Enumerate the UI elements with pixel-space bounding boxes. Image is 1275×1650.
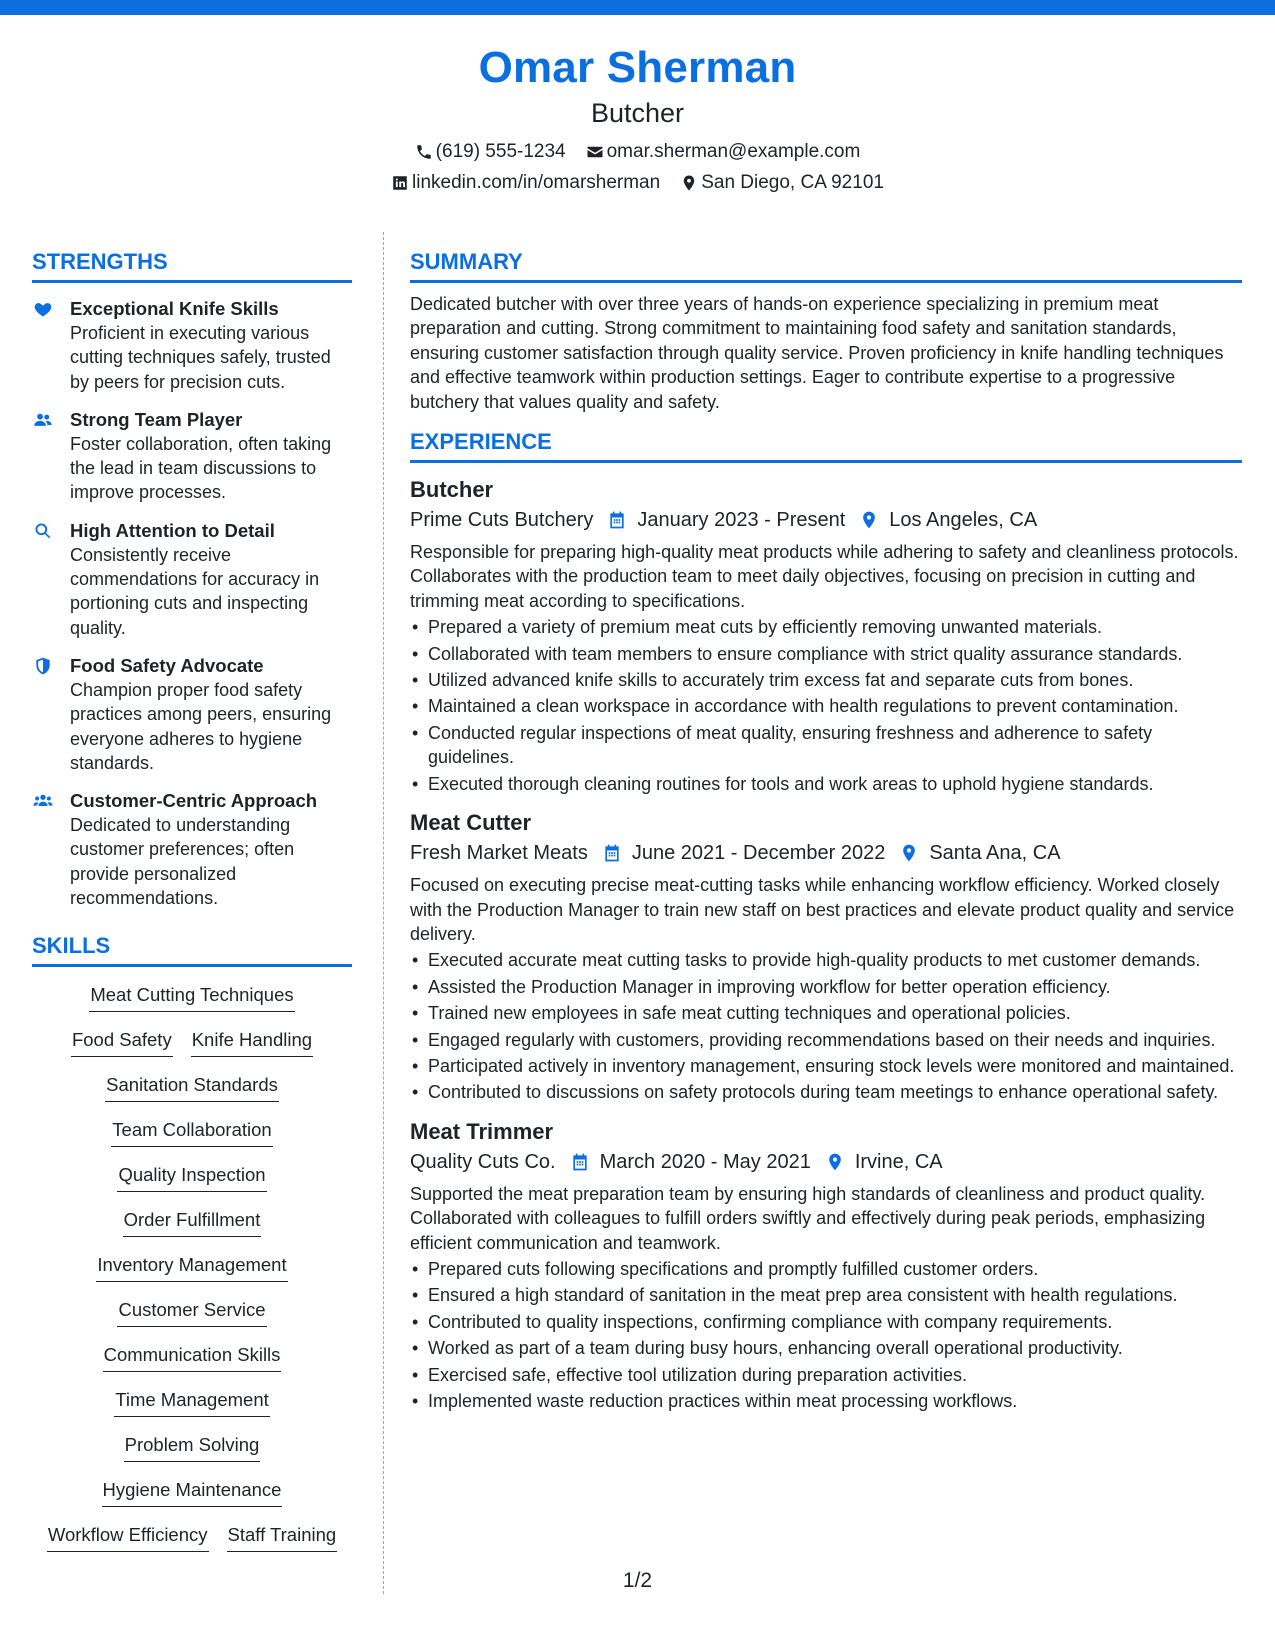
strength-desc: Champion proper food safety practices among peers, ensuring everyone adheres to hygiene standards. xyxy=(70,679,332,773)
strength-item xyxy=(32,654,352,775)
email-contact[interactable] xyxy=(586,140,861,164)
linkedin-contact[interactable] xyxy=(391,171,660,195)
envelope-icon xyxy=(586,143,604,161)
job-description: Responsible for preparing high-quality meat products while adhering to safety and cleanliness protocols. Collaborates with the production team to meet daily objectives, focusing on precision in cutting and trimming meat according to specifications. xyxy=(410,542,1239,611)
contact-row xyxy=(0,140,1275,164)
strengths-heading: STRENGTHS xyxy=(32,248,352,283)
job-description: Supported the meat preparation team by ensuring high standards of cleanliness and product quality. Collaborated with colleagues to fulfill orders swiftly and effectively during peak periods, emphasizing efficient communication and teamwork. xyxy=(410,1183,1206,1253)
bullet-item: • Prepared cuts following specifications and promptly fulfilled customer orders. xyxy=(410,1257,1242,1281)
calendar-icon xyxy=(607,510,627,530)
summary-text: Dedicated butcher with over three years of hands-on experience specializing in premium meat preparation and cutting. Strong commitment to maintaining food safety and sanitation standards, ensuring customer satisfaction through quality service. Proven proficiency in knife handling techniques and effective teamwork within production settings. Eager to contribute expertise to a progressive butchery that values quality and safety. xyxy=(410,294,1224,412)
job-dates: June 2021 - December 2022 xyxy=(631,842,886,865)
job-entry xyxy=(410,1117,1242,1414)
linkedin-text: linkedin.com/in/omarsherman xyxy=(412,172,661,193)
shield-icon xyxy=(32,656,54,676)
strength-title: Customer-Centric Approach xyxy=(70,790,318,812)
users-icon xyxy=(32,410,54,430)
bullet-item: • Utilized advanced knife skills to accurately trim excess fat and separate cuts from bones. xyxy=(410,668,1242,692)
skill-tag: Customer Service xyxy=(117,1298,266,1327)
bullet-item: • Exercised safe, effective tool utilization during preparation activities. xyxy=(410,1363,1242,1387)
skill-tag: Quality Inspection xyxy=(117,1163,266,1192)
map-pin-icon xyxy=(825,1152,845,1172)
skill-tag: Hygiene Maintenance xyxy=(102,1478,283,1507)
skill-tag: Time Management xyxy=(114,1388,270,1417)
job-location: Santa Ana, CA xyxy=(929,842,1061,865)
job-bullets xyxy=(410,948,1242,1104)
bullet-item: • Ensured a high standard of sanitation in the meat prep area consistent with health regulations. xyxy=(410,1283,1242,1307)
strength-desc: Consistently receive commendations for accuracy in portioning cuts and inspecting quality. xyxy=(70,544,320,638)
location-text: San Diego, CA 92101 xyxy=(701,172,884,193)
strength-title: Food Safety Advocate xyxy=(70,654,264,676)
company-name: Fresh Market Meats xyxy=(410,842,588,865)
column-divider xyxy=(383,232,384,1594)
top-accent-bar xyxy=(0,0,1275,15)
strength-desc: Foster collaboration, often taking the lead in team discussions to improve processes. xyxy=(70,433,332,503)
job-entry xyxy=(410,475,1242,796)
strength-item xyxy=(32,408,352,505)
candidate-role: Butcher xyxy=(590,98,685,128)
skill-tag: Inventory Management xyxy=(96,1253,287,1282)
right-column xyxy=(410,248,1242,1415)
skill-tag: Knife Handling xyxy=(191,1028,313,1057)
job-title: Meat Trimmer xyxy=(410,1118,554,1144)
company-name: Prime Cuts Butchery xyxy=(410,509,594,532)
resume-header xyxy=(0,40,1275,195)
job-meta xyxy=(410,839,1242,867)
email-text: omar.sherman@example.com xyxy=(606,141,861,162)
job-description: Focused on executing precise meat-cutting tasks while enhancing workflow efficiency. Worked closely with the Production Manager to train new staff on best practices and elevate product quality and service delivery. xyxy=(410,875,1235,944)
phone-icon xyxy=(415,143,433,161)
job-bullets xyxy=(410,615,1242,796)
group-icon xyxy=(32,791,54,811)
calendar-icon xyxy=(570,1152,590,1172)
bullet-item: • Participated actively in inventory management, ensuring stock levels were monitored and maintained. xyxy=(410,1054,1242,1078)
search-icon xyxy=(32,521,54,541)
strength-item xyxy=(32,519,352,640)
strength-title: Exceptional Knife Skills xyxy=(70,298,279,319)
skill-tag: Workflow Efficiency xyxy=(47,1523,209,1552)
bullet-item: • Executed accurate meat cutting tasks to provide high-quality products to met customer demands. xyxy=(410,948,1242,972)
location-contact xyxy=(680,171,884,195)
calendar-icon xyxy=(602,843,622,863)
experience-heading: EXPERIENCE xyxy=(410,428,1242,463)
job-bullets xyxy=(410,1257,1242,1413)
candidate-name: Omar Sherman xyxy=(478,43,797,92)
job-dates: March 2020 - May 2021 xyxy=(599,1150,811,1173)
bullet-item: • Engaged regularly with customers, providing recommendations based on their needs and inquiries. xyxy=(410,1028,1242,1052)
job-meta xyxy=(410,1148,1242,1176)
strength-desc: Dedicated to understanding customer preferences; often provide personalized recommendations. xyxy=(70,815,295,909)
strength-item xyxy=(32,789,352,910)
skill-tag: Problem Solving xyxy=(124,1433,261,1462)
summary-heading: SUMMARY xyxy=(410,248,1242,283)
skill-tag: Meat Cutting Techniques xyxy=(89,983,294,1012)
skill-tag: Communication Skills xyxy=(103,1343,282,1372)
left-column xyxy=(32,248,352,1568)
bullet-item: • Contributed to quality inspections, confirming compliance with company requirements. xyxy=(410,1310,1242,1334)
bullet-item: • Assisted the Production Manager in improving workflow for better operation efficiency. xyxy=(410,975,1242,999)
job-location: Irvine, CA xyxy=(854,1150,943,1173)
skill-tag: Food Safety xyxy=(71,1028,173,1057)
skill-tag: Team Collaboration xyxy=(111,1118,272,1147)
strength-title: High Attention to Detail xyxy=(70,519,275,541)
strength-title: Strong Team Player xyxy=(70,408,243,430)
strength-item xyxy=(32,297,352,394)
skill-tag: Sanitation Standards xyxy=(105,1073,279,1102)
map-pin-icon xyxy=(680,174,698,192)
bullet-item: • Executed thorough cleaning routines for tools and work areas to uphold hygiene standards. xyxy=(410,772,1242,796)
bullet-item: • Contributed to discussions on safety protocols during team meetings to enhance operational safety. xyxy=(410,1080,1242,1104)
phone-text: (619) 555-1234 xyxy=(435,141,566,162)
skills-heading: SKILLS xyxy=(32,932,352,967)
bullet-item: • Worked as part of a team during busy hours, enhancing overall operational productivity. xyxy=(410,1336,1242,1360)
bullet-item: • Prepared a variety of premium meat cuts by efficiently removing unwanted materials. xyxy=(410,615,1242,639)
job-title: Butcher xyxy=(410,477,494,503)
heart-icon xyxy=(32,299,54,319)
contact-row-2 xyxy=(0,171,1275,195)
job-meta xyxy=(410,506,1242,534)
company-name: Quality Cuts Co. xyxy=(410,1150,556,1173)
job-dates: January 2023 - Present xyxy=(637,509,846,532)
bullet-item: • Conducted regular inspections of meat quality, ensuring freshness and adherence to safety guidelines. xyxy=(410,721,1242,770)
linkedin-icon xyxy=(391,174,409,192)
strengths-list xyxy=(32,297,352,910)
skill-tag: Staff Training xyxy=(227,1523,338,1552)
skills-list xyxy=(32,983,352,1568)
job-entry xyxy=(410,808,1242,1105)
job-location: Los Angeles, CA xyxy=(889,509,1038,532)
strength-desc: Proficient in executing various cutting techniques safely, trusted by peers for precision cuts. xyxy=(70,323,331,392)
map-pin-icon xyxy=(859,510,879,530)
bullet-item: • Collaborated with team members to ensure compliance with strict quality assurance standards. xyxy=(410,642,1242,666)
bullet-item: • Maintained a clean workspace in accordance with health regulations to prevent contamination. xyxy=(410,694,1242,718)
bullet-item: • Implemented waste reduction practices within meat processing workflows. xyxy=(410,1389,1242,1413)
skill-tag: Order Fulfillment xyxy=(123,1208,262,1237)
phone-contact[interactable] xyxy=(415,140,566,164)
bullet-item: • Trained new employees in safe meat cutting techniques and operational policies. xyxy=(410,1001,1242,1025)
map-pin-icon xyxy=(899,843,919,863)
job-title: Meat Cutter xyxy=(410,810,532,836)
page-number: 1/2 xyxy=(622,1569,653,1592)
